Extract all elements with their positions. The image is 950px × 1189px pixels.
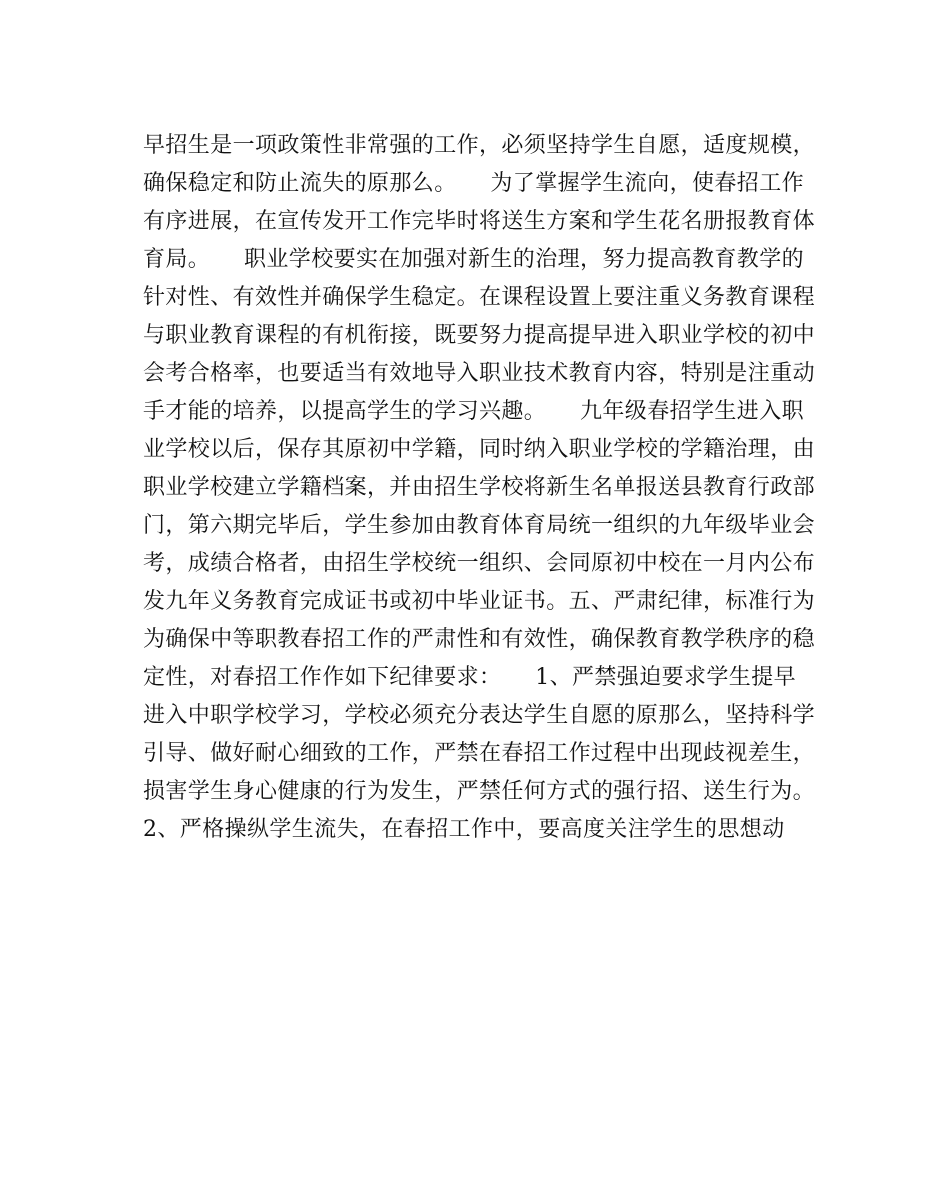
text-line-11: 门，第六期完毕后，学生参加由教育体育局统一组织的九年级毕业会 [143, 513, 816, 538]
body-text [143, 127, 823, 849]
text-line-4: 育局。 职业学校要实在加强对新生的治理，努力提高教育教学的 [143, 247, 805, 272]
text-line-14: 为确保中等职教春招工作的严肃性和有效性，确保教育教学秩序的稳 [143, 627, 816, 652]
text-line-2: 确保稳定和防止流失的原那么。 为了掌握学生流向，使春招工作 [143, 171, 805, 196]
text-line-19: 2、严格操纵学生流失，在春招工作中，要高度关注学生的思想动 [143, 817, 785, 842]
text-line-1: 早招生是一项政策性非常强的工作，必须坚持学生自愿，适度规模， [143, 133, 816, 158]
text-line-17: 引导、做好耐心细致的工作，严禁在春招工作过程中出现歧视差生， [143, 741, 816, 766]
text-line-13: 发九年义务教育完成证书或初中毕业证书。五、严肃纪律，标准行为 [143, 589, 816, 614]
text-line-5: 针对性、有效性并确保学生稳定。在课程设置上要注重义务教育课程 [143, 285, 816, 310]
text-line-16: 进入中职学校学习，学校必须充分表达学生自愿的原那么，坚持科学 [143, 703, 816, 728]
text-line-9: 业学校以后，保存其原初中学籍，同时纳入职业学校的学籍治理，由 [143, 437, 816, 462]
text-line-7: 会考合格率，也要适当有效地导入职业技术教育内容，特别是注重动 [143, 361, 816, 386]
text-line-12: 考，成绩合格者，由招生学校统一组织、会同原初中校在一月内公布 [143, 551, 816, 576]
text-line-3: 有序进展，在宣传发开工作完毕时将送生方案和学生花名册报教育体 [143, 209, 816, 234]
text-line-18: 损害学生身心健康的行为发生，严禁任何方式的强行招、送生行为。 [143, 779, 816, 804]
text-line-10: 职业学校建立学籍档案，并由招生学校将新生名单报送县教育行政部 [143, 475, 816, 500]
text-line-8: 手才能的培养，以提高学生的学习兴趣。 九年级春招学生进入职 [143, 399, 805, 424]
text-line-6: 与职业教育课程的有机衔接，既要努力提高提早进入职业学校的初中 [143, 323, 816, 348]
text-line-15: 定性，对春招工作作如下纪律要求： 1、严禁强迫要求学生提早 [143, 665, 796, 690]
